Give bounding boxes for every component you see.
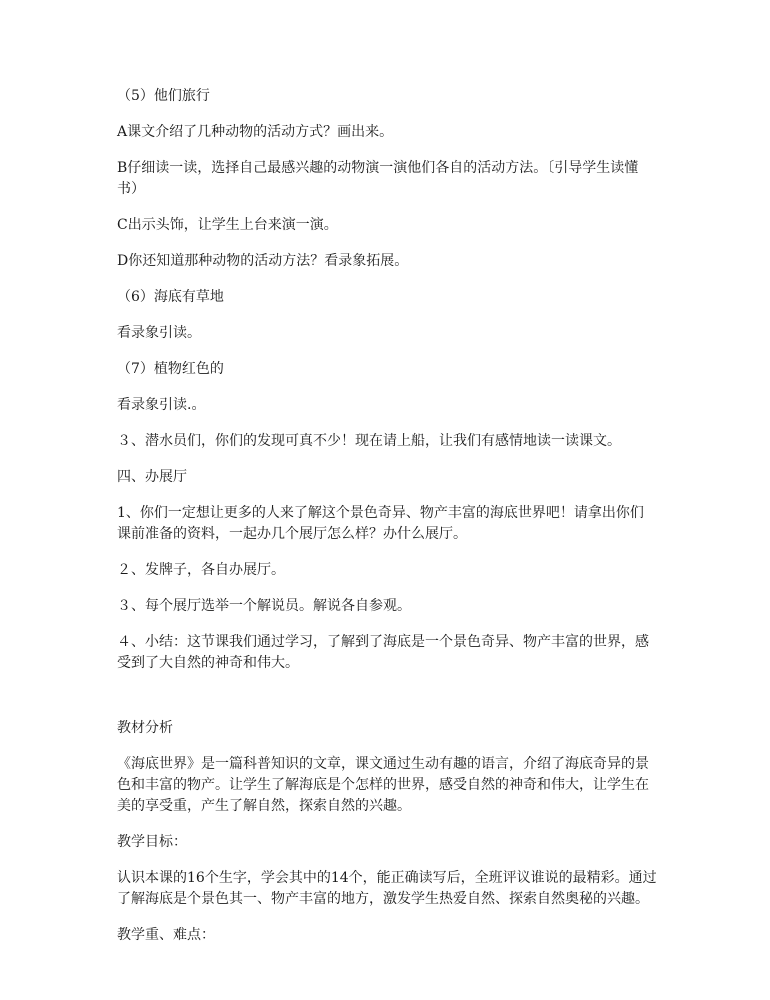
paragraph-exhibition-1: 1、你们一定想让更多的人来了解这个景色奇异、物产丰富的海底世界吧！请拿出你们课前准备的资料，一起办几个展厅怎么样？办什么展厅。 — [117, 505, 644, 542]
document-page — [117, 86, 657, 961]
paragraph-item-a: A课文介绍了几种动物的活动方式？画出来。 — [117, 124, 394, 140]
section-spacer — [117, 689, 657, 718]
section-heading-exhibition: 四、办展厅 — [117, 469, 187, 485]
paragraph-video-reading-2: 看录象引读.。 — [117, 397, 206, 413]
section-heading-red-plants: （7）植物红色的 — [117, 361, 224, 377]
section-heading-key-points: 教学重、难点： — [117, 927, 215, 943]
paragraph-summary: ４、小结：这节课我们通过学习，了解到了海底是一个景色奇异、物产丰富的世界，感受到了大自然的神奇和伟大。 — [117, 634, 649, 671]
section-heading-material-analysis: 教材分析 — [117, 720, 173, 736]
section-heading-teaching-goals: 教学目标： — [117, 834, 187, 850]
paragraph-exhibition-2: ２、发牌子，各自办展厅。 — [117, 562, 285, 578]
section-heading-grassland: （6）海底有草地 — [117, 289, 224, 305]
paragraph-material-analysis: 《海底世界》是一篇科普知识的文章，课文通过生动有趣的语言，介绍了海底奇异的景色和丰富的物产。让学生了解海底是个怎样的世界，感受自然的神奇和伟大，让学生在美的享受重，产生了解自然，探索自然的兴趣。 — [117, 756, 649, 814]
paragraph-step-3: ３、潜水员们，你们的发现可真不少！现在请上船，让我们有感情地读一读课文。 — [117, 433, 621, 449]
paragraph-teaching-goals: 认识本课的16个生字，学会其中的14个，能正确读写后，全班评议谁说的最精彩。通过了解海底是个景色其一、物产丰富的地方，激发学生热爱自然、探索自然奥秘的兴趣。 — [117, 870, 657, 907]
section-heading-travel: （5）他们旅行 — [117, 88, 210, 104]
paragraph-video-reading-1: 看录象引读。 — [117, 325, 201, 341]
paragraph-item-c: C出示头饰，让学生上台来演一演。 — [117, 217, 338, 233]
paragraph-exhibition-3: ３、每个展厅选举一个解说员。解说各自参观。 — [117, 598, 411, 614]
paragraph-item-d: D你还知道那种动物的活动方法？看录象拓展。 — [117, 253, 409, 269]
paragraph-item-b: B仔细读一读，选择自己最感兴趣的动物演一演他们各自的活动方法。〔引导学生读懂书） — [117, 160, 639, 197]
